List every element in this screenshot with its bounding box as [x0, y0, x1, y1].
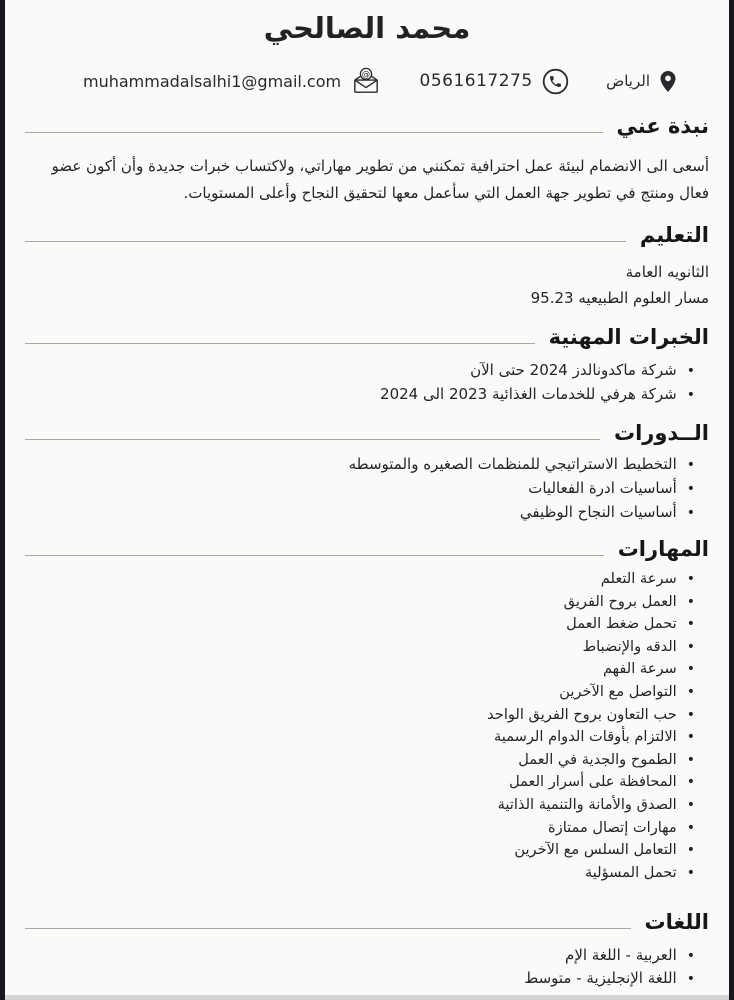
map-pin-icon	[659, 70, 677, 93]
section-skills-header	[25, 535, 709, 563]
language-item: • اللغة الإنجليزية - متوسط	[25, 967, 695, 990]
about-paragraph: أسعى الى الانضمام لبيئة عمل احترافية تمكنني من تطوير مهاراتي، ولاكتساب خبرات جديدة وأن أكون عضو فعال ومنتج في تطوير جهة العمل التي سأعمل معها لتحقيق النجاح وأعلى المستويات.	[51, 157, 709, 202]
about-title: نبذة عني	[616, 114, 709, 138]
resume-page	[5, 0, 729, 995]
skill-item: • الالتزام بأوقات الدوام الرسمية	[25, 726, 695, 749]
skill-item: • مهارات إتصال ممتازة	[25, 817, 695, 840]
skill-item: • تحمل المسؤلية	[25, 862, 695, 885]
education-title: التعليم	[639, 223, 709, 247]
education-line: مسار العلوم الطبيعيه 95.23	[530, 289, 709, 307]
course-item: • أساسيات ادرة الفعاليات	[25, 477, 695, 501]
skills-list	[25, 568, 709, 884]
languages-title: اللغات	[644, 910, 709, 935]
section-courses-header	[25, 419, 709, 447]
course-item: • التخطيط الاستراتيجي للمنظمات الصغيره والمتوسطه	[25, 453, 695, 477]
heading-rule	[25, 343, 535, 344]
skill-item: • التعامل السلس مع الآخرين	[25, 839, 695, 862]
languages-list	[25, 944, 709, 990]
heading-rule	[25, 439, 600, 440]
skill-item: • الدقه والإنضباط	[25, 636, 695, 659]
envelope-at-icon	[350, 67, 382, 95]
section-languages-header	[25, 908, 709, 936]
experience-item: • شركة ماكدونالدز 2024 حتى الآن	[25, 359, 695, 383]
svg-text:@: @	[361, 68, 371, 79]
courses-title: الــدورات	[613, 421, 709, 445]
phone-icon	[542, 68, 569, 95]
heading-rule	[25, 555, 604, 556]
heading-rule	[25, 132, 603, 133]
contact-phone	[420, 68, 569, 95]
section-experience-header	[25, 323, 709, 351]
skill-item: • المحافظة على أسرار العمل	[25, 771, 695, 794]
language-item: • العربية - اللغة الإم	[25, 944, 695, 967]
skill-item: • حب التعاون بروح الفريق الواحد	[25, 704, 695, 727]
location-text: الرياض	[606, 72, 650, 90]
experience-item: • شركة هرفي للخدمات الغذائية 2023 الى 2024	[25, 383, 695, 407]
heading-rule	[25, 241, 626, 242]
candidate-name: محمد الصالحي	[263, 11, 471, 45]
resume-content	[5, 0, 729, 990]
contact-location	[606, 70, 677, 93]
skill-item: • سرعة التعلم	[25, 568, 695, 591]
skill-item: • سرعة الفهم	[25, 658, 695, 681]
education-line: الثانويه العامة	[625, 263, 709, 281]
heading-rule	[25, 928, 631, 929]
skill-item: • الصدق والأمانة والتنمية الذاتية	[25, 794, 695, 817]
page-bottom-shadow	[5, 995, 729, 1000]
contact-row	[25, 66, 709, 96]
section-education-header	[25, 221, 709, 249]
skill-item: • التواصل مع الآخرين	[25, 681, 695, 704]
experience-title: الخبرات المهنية	[548, 325, 709, 349]
courses-list	[25, 453, 709, 525]
education-lines	[25, 259, 709, 311]
experience-list	[25, 359, 709, 407]
contact-email	[83, 67, 382, 95]
skills-title: المهارات	[617, 537, 709, 561]
phone-text: 0561617275	[419, 71, 533, 91]
section-about-header	[25, 112, 709, 140]
skill-item: • الطموح والجدية في العمل	[25, 749, 695, 772]
skill-item: • العمل بروح الفريق	[25, 591, 695, 614]
skill-item: • تحمل ضغط العمل	[25, 613, 695, 636]
course-item: • أساسيات النجاح الوظيفي	[25, 501, 695, 525]
email-text: muhammadalsalhi1@gmail.com	[83, 71, 342, 91]
